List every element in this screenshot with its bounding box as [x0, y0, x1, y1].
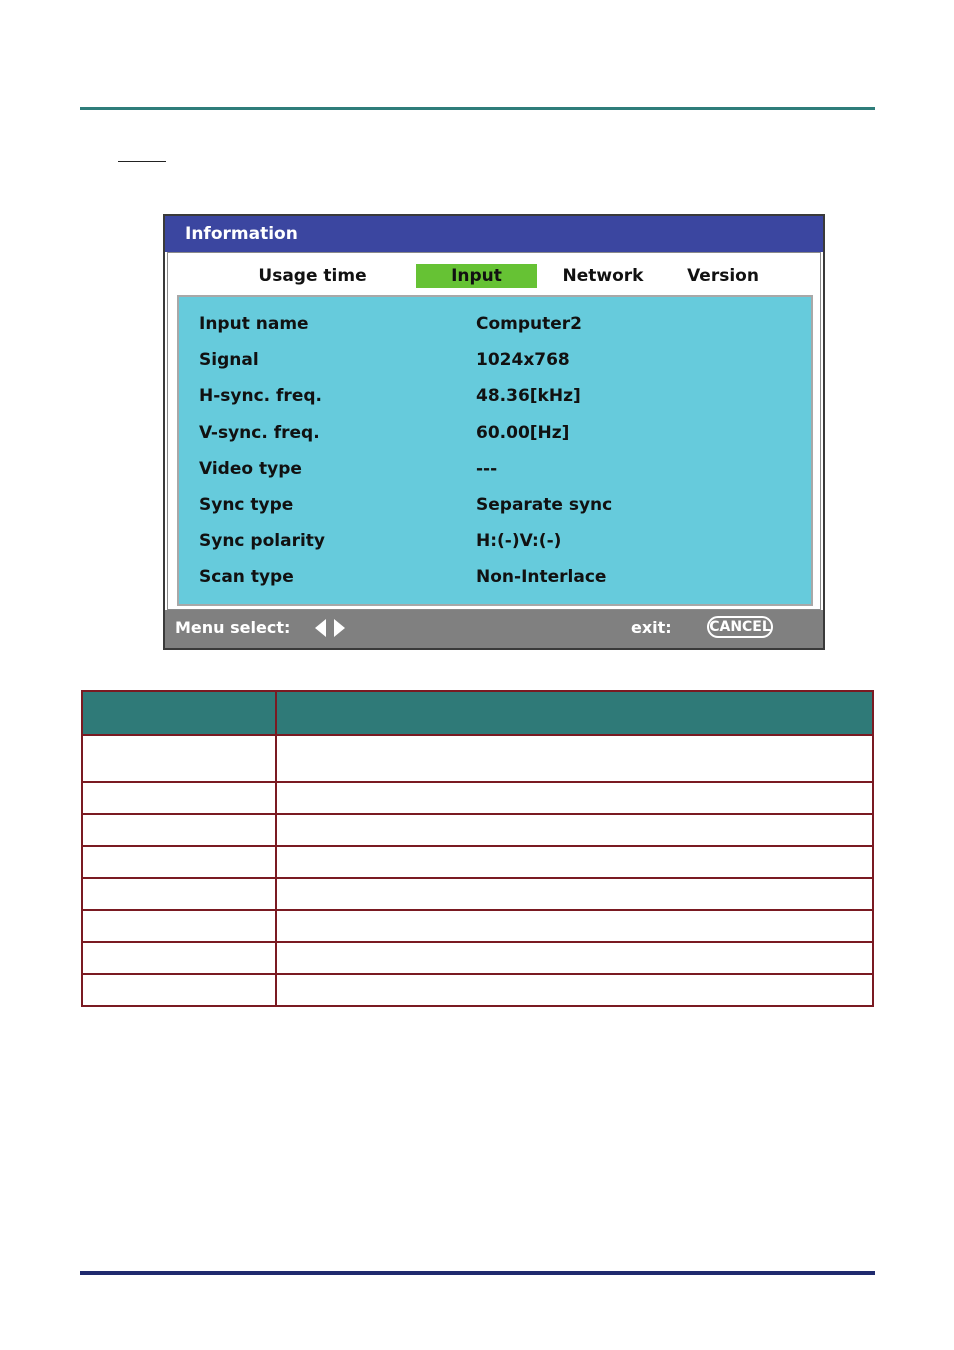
info-row-video-type	[179, 456, 811, 482]
info-row-v-sync	[179, 420, 811, 446]
table-cell	[82, 974, 276, 1006]
info-label: V-sync. freq.	[199, 423, 320, 443]
table-cell	[82, 782, 276, 814]
info-value: 1024x768	[476, 350, 570, 370]
tab-network[interactable]: Network	[562, 266, 644, 286]
menu-select-label: Menu select:	[175, 618, 291, 637]
info-value: Non-Interlace	[476, 567, 607, 587]
menu-title: Information	[165, 216, 823, 252]
heading-underline	[118, 161, 166, 162]
info-value: Computer2	[476, 314, 583, 334]
table-cell	[276, 782, 873, 814]
input-info-panel	[177, 295, 813, 606]
table-row	[82, 814, 873, 846]
table-header-row	[82, 691, 873, 735]
table-cell	[82, 878, 276, 910]
table-cell	[276, 910, 873, 942]
table-cell	[276, 735, 873, 782]
table-row	[82, 735, 873, 782]
info-value: 48.36[kHz]	[476, 386, 581, 406]
tab-version[interactable]: Version	[687, 266, 759, 286]
information-menu-window	[163, 214, 825, 650]
table-row	[82, 910, 873, 942]
table-row	[82, 782, 873, 814]
table-cell	[276, 942, 873, 974]
info-row-scan-type	[179, 564, 811, 590]
info-row-input-name	[179, 311, 811, 337]
table-cell	[276, 878, 873, 910]
cancel-button[interactable]: CANCEL	[707, 616, 773, 638]
info-value: 60.00[Hz]	[476, 423, 570, 443]
info-label: Sync polarity	[199, 531, 325, 551]
info-value: H:(-)V:(-)	[476, 531, 562, 551]
info-label: Sync type	[199, 495, 294, 515]
info-row-sync-type	[179, 492, 811, 518]
info-label: Video type	[199, 459, 302, 479]
info-label: Signal	[199, 350, 259, 370]
table-cell	[276, 814, 873, 846]
table-cell	[276, 974, 873, 1006]
table-row	[82, 974, 873, 1006]
info-row-h-sync	[179, 383, 811, 409]
table-cell	[82, 846, 276, 878]
table-cell	[82, 735, 276, 782]
table-cell	[82, 910, 276, 942]
info-value: Separate sync	[476, 495, 613, 515]
table-row	[82, 846, 873, 878]
table-cell	[276, 846, 873, 878]
info-value: ---	[476, 459, 498, 479]
tab-usage-time[interactable]: Usage time	[258, 266, 367, 286]
bottom-divider	[80, 1271, 875, 1275]
left-right-arrows-icon	[315, 619, 345, 637]
table-header-cell	[82, 691, 276, 735]
info-label: Scan type	[199, 567, 294, 587]
info-label: H-sync. freq.	[199, 386, 322, 406]
top-divider	[80, 107, 875, 110]
menu-footer	[165, 610, 823, 648]
tab-input[interactable]: Input	[416, 264, 537, 288]
exit-label: exit:	[631, 618, 672, 637]
info-label: Input name	[199, 314, 309, 334]
table-cell	[82, 814, 276, 846]
info-row-signal	[179, 347, 811, 373]
table-cell	[82, 942, 276, 974]
description-table	[81, 690, 874, 1007]
table-row	[82, 878, 873, 910]
table-row	[82, 942, 873, 974]
info-row-sync-polarity	[179, 528, 811, 554]
table-header-cell	[276, 691, 873, 735]
